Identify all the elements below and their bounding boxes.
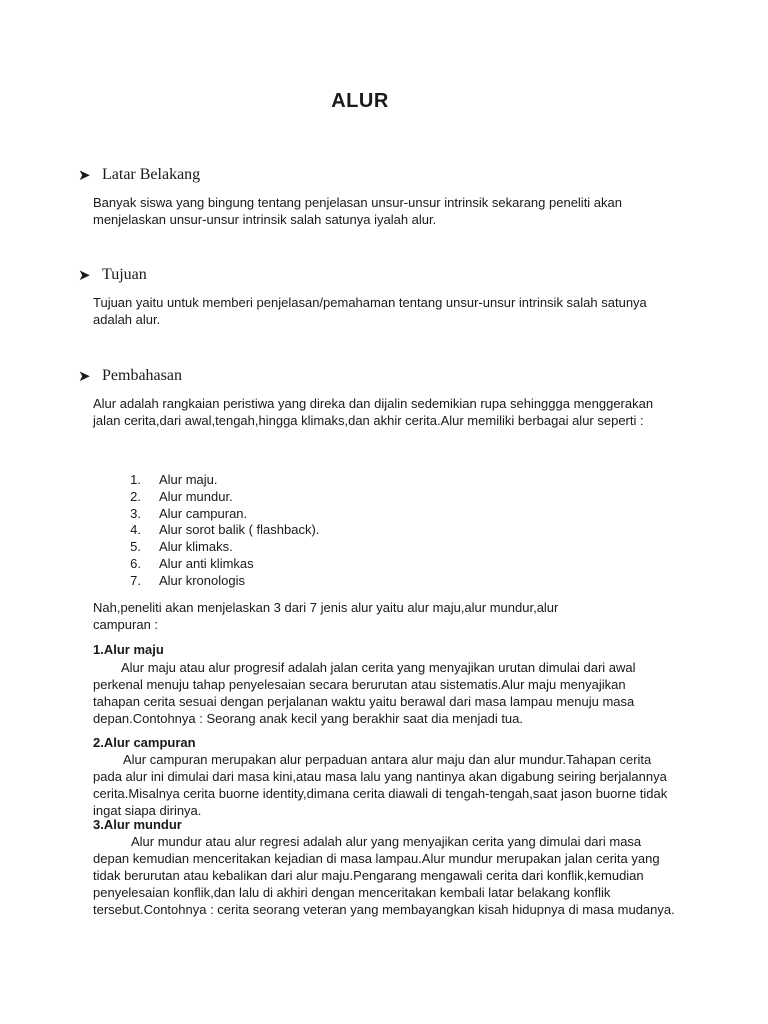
list-item: 5. Alur klimaks. xyxy=(130,539,233,555)
type-heading-alur-maju: 1.Alur maju xyxy=(93,642,164,657)
section-heading-latar-belakang xyxy=(78,166,200,184)
section-paragraph: Alur adalah rangkaian peristiwa yang direka dan dijalin sedemikian rupa sehinggga menggerakan jalan cerita,dari awal,tengah,hingga klimaks,dan akhir cerita.Alur memiliki berbagai alur seperti : xyxy=(93,396,654,428)
list-item: 3. Alur campuran. xyxy=(130,505,248,521)
section-heading-text: Tujuan xyxy=(102,266,147,283)
type-paragraph: Alur maju atau alur progresif adalah jalan cerita yang menyajikan urutan dimulai dari awal perkenal menuju tahap penyelesaian secara berurutan atau sistematis.Alur maju menyajikan tahapan cerita sesuai dengan perjalanan waktu yaitu berawal dari masa lampau menuju masa depan.Contohnya : Seorang anak kecil yang berakhir saat dia menjadi tua. xyxy=(93,660,636,726)
list-item: 4. Alur sorot balik ( flashback). xyxy=(130,522,320,538)
type-heading-alur-campuran: 2.Alur campuran xyxy=(93,735,196,750)
type-paragraph: Alur mundur atau alur regresi adalah alur yang menyajikan cerita yang dimulai dari masa depan kemudian menceritakan kejadian di masa lampau.Alur mundur merupakan jalan cerita yang tidak berurutan atau kebalikan dari alur maju.Pengarang mengawali cerita dari konflik,kemudian penyelesaian konflik,dan lalu di akhiri dengan menceritakan kembali latar belakang konflik tersebut.Contohnya : cerita seorang veteran yang membayangkan kisah hidupnya di masa mudanya. xyxy=(93,834,675,917)
section-paragraph: Tujuan yaitu untuk memberi penjelasan/pemahaman tentang unsur-unsur intrinsik salah satunya adalah alur. xyxy=(93,295,647,327)
alur-types-list xyxy=(93,472,319,590)
section-heading-pembahasan xyxy=(78,367,182,385)
section-heading-text: Latar Belakang xyxy=(102,166,201,183)
type-paragraph: Alur campuran merupakan alur perpaduan antara alur maju dan alur mundur.Tahapan cerita pada alur ini dimulai dari masa kini,atau masa lalu yang nantinya akan digabung seiring berjalannya cerita.Misalnya cerita buorne identity,dimana cerita diawali di tengah-tengah,saat jason buorne tidak ingat siapa dirinya. xyxy=(93,752,668,818)
section-paragraph: Banyak siswa yang bingung tentang penjelasan unsur-unsur intrinsik sekarang peneliti akan menjelaskan unsur-unsur intrinsik salah satunya iyalah alur. xyxy=(93,195,623,227)
types-intro-paragraph: Nah,peneliti akan menjelaskan 3 dari 7 jenis alur yaitu alur maju,alur mundur,alur campuran : xyxy=(93,600,559,632)
list-item: 2. Alur mundur. xyxy=(130,488,233,504)
section-heading-text: Pembahasan xyxy=(102,367,182,384)
arrowhead-bullet-icon: ➤ xyxy=(78,266,91,284)
list-item: 6. Alur anti klimkas xyxy=(130,555,254,571)
section-heading-tujuan xyxy=(78,266,147,284)
type-heading-alur-mundur: 3.Alur mundur xyxy=(93,817,182,832)
document-title: ALUR xyxy=(331,90,389,112)
arrowhead-bullet-icon: ➤ xyxy=(78,166,91,184)
list-item: 7. Alur kronologis xyxy=(130,572,245,588)
list-item: 1. Alur maju. xyxy=(130,472,218,487)
arrowhead-bullet-icon: ➤ xyxy=(78,367,91,385)
